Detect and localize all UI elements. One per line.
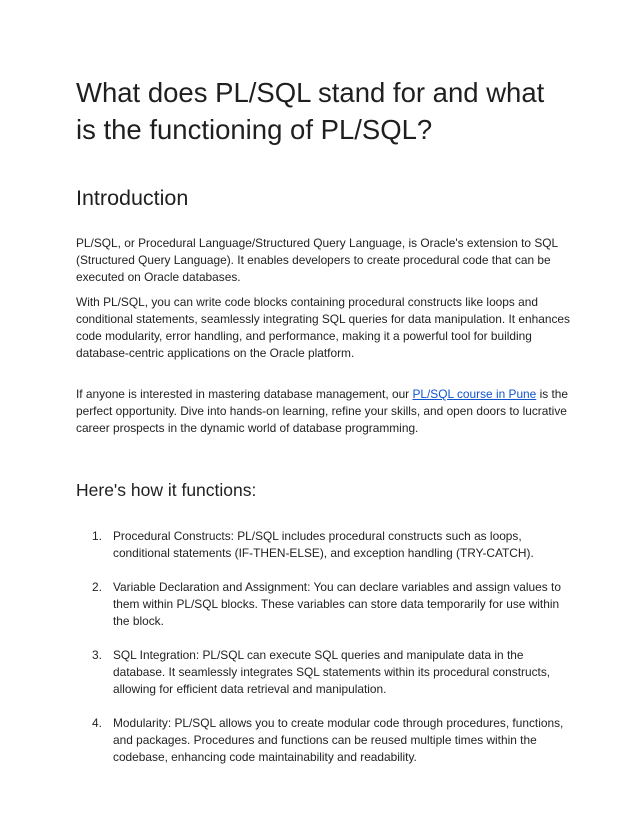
- page-title: What does PL/SQL stand for and what is the functioning of PL/SQL?: [76, 77, 545, 145]
- intro-paragraph-1: PL/SQL, or Procedural Language/Structured Query Language, is Oracle's extension to SQL (Structured Query Language). It enables developers to create procedural code that can be executed on Oracle databases.: [76, 236, 558, 284]
- intro-paragraph-3: [76, 386, 571, 437]
- intro-paragraph-2: With PL/SQL, you can write code blocks containing procedural constructs like loops and conditional statements, seamlessly integrating SQL queries for data manipulation. It enhances code modularity, error handling, and performance, making it a powerful tool for building database-centric applications on the Oracle platform.: [76, 295, 570, 360]
- list-item: [76, 528, 576, 562]
- list-item: [76, 715, 576, 766]
- plsql-course-link[interactable]: PL/SQL course in Pune: [412, 387, 537, 401]
- list-item: [76, 647, 576, 698]
- how-it-functions-heading: Here's how it functions:: [76, 480, 257, 500]
- list-item-text: SQL Integration: PL/SQL can execute SQL queries and manipulate data in the database. It seamlessly integrates SQL statements within its procedural constructs, allowing for efficient data retrieval and manipulation.: [113, 648, 551, 696]
- list-item-number: 1.: [92, 529, 102, 543]
- list-item-text: Modularity: PL/SQL allows you to create modular code through procedures, functions, and packages. Procedures and functions can be reused multiple times within the codebase, enhancing code maintainability and readability.: [113, 716, 564, 764]
- list-item-number: 3.: [92, 648, 102, 662]
- functions-list: [76, 528, 576, 783]
- list-item: [76, 579, 576, 630]
- paragraph-3-lead-text: If anyone is interested in mastering database management, our: [76, 387, 413, 401]
- list-item-number: 4.: [92, 716, 102, 730]
- list-item-number: 2.: [92, 580, 102, 594]
- introduction-heading: Introduction: [76, 186, 189, 210]
- list-item-text: Procedural Constructs: PL/SQL includes procedural constructs such as loops, conditional statements (IF-THEN-ELSE), and exception handling (TRY-CATCH).: [113, 529, 534, 560]
- paragraph-3-trailing-text: is the perfect opportunity. Dive into hands-on learning, refine your skills, and open doors to lucrative career prospects in the dynamic world of database programming.: [76, 387, 569, 435]
- list-item-text: Variable Declaration and Assignment: You can declare variables and assign values to them within PL/SQL blocks. These variables can store data temporarily for use within the block.: [113, 580, 561, 628]
